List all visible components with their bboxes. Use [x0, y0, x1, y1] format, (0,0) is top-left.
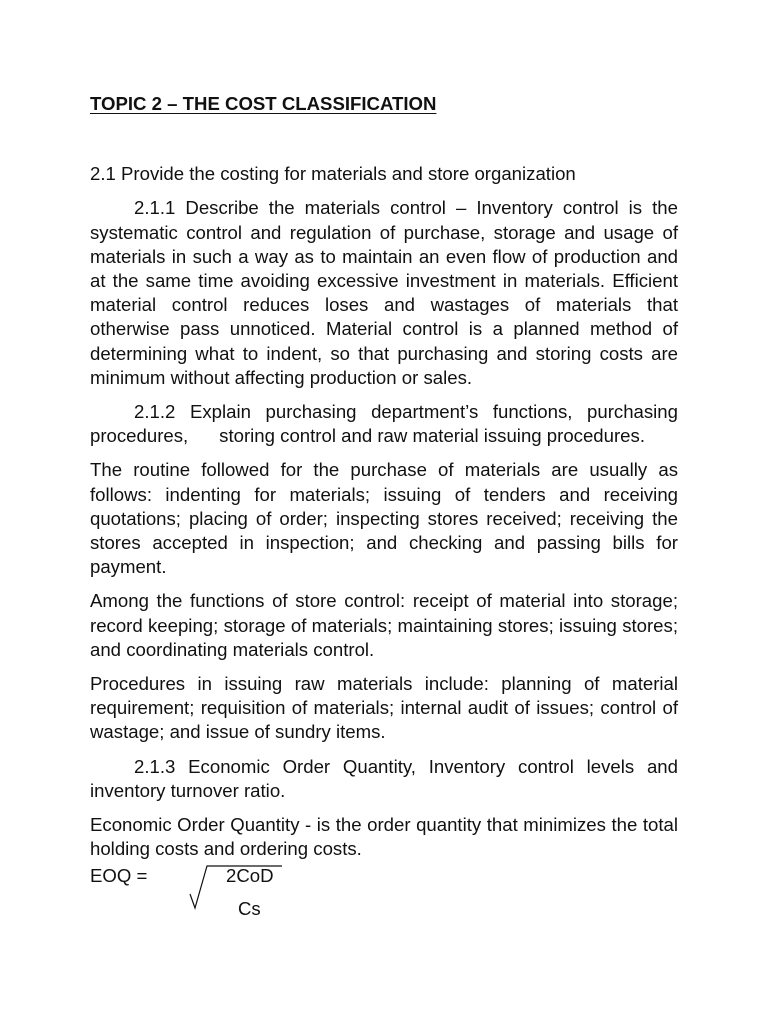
- section-heading-2-1: 2.1 Provide the costing for materials and store organization: [90, 163, 576, 185]
- eoq-formula: [90, 864, 490, 924]
- document-title: TOPIC 2 – THE COST CLASSIFICATION: [90, 93, 437, 114]
- paragraph-purchase-routine: The routine followed for the purchase of materials are usually as follows: indenting for materials; issuing of tenders and receiving quotations; placing of order; inspecting stores received; receiving the stores accepted in inspection; and checking and passing bills for payment.: [90, 459, 678, 578]
- document-page: [90, 92, 684, 919]
- paragraph-issuing-procedures: Procedures in issuing raw materials include: planning of material requirement; requisition of materials; internal audit of issues; control of wastage; and issue of sundry items.: [90, 673, 678, 743]
- paragraph-eoq-definition: Economic Order Quantity - is the order quantity that minimizes the total holding costs and ordering costs.: [90, 814, 678, 860]
- paragraph-2-1-2: 2.1.2 Explain purchasing department’s functions, purchasing procedures, storing control and raw material issuing procedures.: [90, 401, 684, 447]
- paragraph-2-1-1: 2.1.1 Describe the materials control – Inventory control is the systematic control and regulation of purchase, storage and usage of materials in such a way as to maintain an even flow of production and at the same time avoiding excessive investment in materials. Efficient material control reduces loses and wastages of materials that otherwise pass unnoticed. Material control is a planned method of determining what to indent, so that purchasing and storing costs are minimum without affecting production or sales.: [90, 197, 678, 388]
- paragraph-store-control: Among the functions of store control: receipt of material into storage; record keeping; storage of materials; maintaining stores; issuing stores; and coordinating materials control.: [90, 590, 678, 660]
- paragraph-2-1-3: 2.1.3 Economic Order Quantity, Inventory control levels and inventory turnover ratio.: [90, 755, 678, 801]
- eoq-label: EOQ =: [90, 865, 148, 886]
- eoq-denominator: Cs: [238, 898, 261, 919]
- eoq-numerator: 2CoD: [226, 865, 274, 886]
